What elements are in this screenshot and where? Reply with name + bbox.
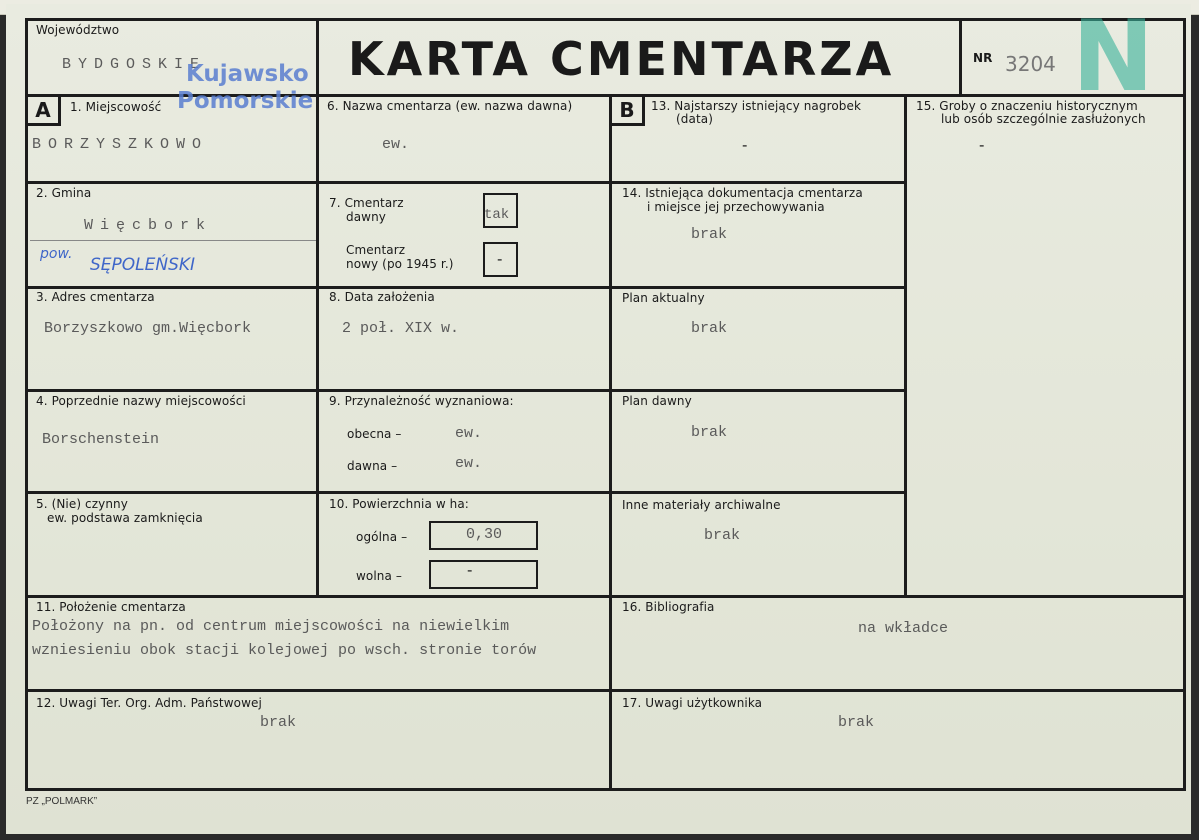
field-6-label: 6. Nazwa cmentarza (ew. nazwa dawna) [327, 99, 573, 113]
divider [25, 181, 612, 184]
field-2-hand-value: SĘPOLEŃSKI [90, 255, 196, 275]
field-15-label-2: lub osób szczególnie zasłużonych [941, 112, 1146, 126]
field-2-hand-prefix: pow. [40, 246, 73, 262]
field-17-label: 17. Uwagi użytkownika [622, 696, 763, 710]
field-12-label: 12. Uwagi Ter. Org. Adm. Państwowej [36, 696, 262, 710]
wojewodztwo-value: BYDGOSKIE [62, 56, 207, 73]
divider [25, 389, 612, 392]
divider [30, 240, 316, 241]
field-10-label: 10. Powierzchnia w ha: [329, 497, 469, 511]
stamp-pomorskie: Pomorskie [177, 88, 314, 114]
field-4-value[interactable]: Borschenstein [42, 431, 160, 448]
stamp-kujawsko: Kujawsko [186, 61, 309, 87]
divider [25, 689, 1186, 692]
field-13-label-2: (data) [676, 112, 713, 126]
field-16-value[interactable]: na wkładce [858, 620, 949, 637]
marker-letter: N [1072, 0, 1155, 114]
plan-aktualny-label: Plan aktualny [622, 291, 705, 305]
section-a-box: A [25, 94, 61, 126]
field-8-label: 8. Data założenia [329, 290, 435, 304]
divider [25, 491, 612, 494]
field-16-label: 16. Bibliografia [622, 600, 715, 614]
field-11-label: 11. Położenie cmentarza [36, 600, 186, 614]
field-2-label: 2. Gmina [36, 186, 92, 200]
field-3-label: 3. Adres cmentarza [36, 290, 155, 304]
field-3-value[interactable]: Borzyszkowo gm.Więcbork [44, 320, 252, 337]
field-9-obecna-value[interactable]: ew. [455, 425, 483, 442]
field-7-nowy-value: - [497, 250, 503, 268]
field-10-wolna-value: - [467, 561, 473, 579]
field-4-label: 4. Poprzednie nazwy miejscowości [36, 394, 246, 408]
divider [609, 94, 612, 789]
field-1-label: 1. Miejscowość [70, 100, 162, 114]
field-9-label: 9. Przynależność wyznaniowa: [329, 394, 514, 408]
field-6-value[interactable]: ew. [382, 136, 410, 153]
divider [25, 286, 612, 289]
field-7-dawny-value: tak [484, 207, 510, 223]
inne-materialy-value[interactable]: brak [704, 527, 741, 544]
field-2-value[interactable]: Więcbork [84, 217, 213, 234]
field-13-value[interactable]: - [742, 136, 748, 154]
field-14-label-2: i miejsce jej przechowywania [647, 200, 825, 214]
field-9-dawna-value[interactable]: ew. [455, 455, 483, 472]
page-title: KARTA CMENTARZA [348, 32, 895, 86]
field-17-value[interactable]: brak [838, 714, 875, 731]
field-15-label-1: 15. Groby o znaczeniu historycznym [916, 99, 1138, 113]
plan-aktualny-value[interactable]: brak [691, 320, 728, 337]
printer-imprint: PZ „POLMARK” [26, 796, 98, 807]
divider [609, 389, 907, 392]
field-7-label-dawny-2: dawny [346, 210, 386, 224]
field-5-label-1: 5. (Nie) czynny [36, 497, 128, 511]
inne-materialy-label: Inne materiały archiwalne [622, 498, 781, 512]
field-10-ogolna-value: 0,30 [466, 526, 503, 543]
field-12-value[interactable]: brak [260, 714, 297, 731]
nr-label: NR [973, 51, 993, 65]
field-14-label-1: 14. Istniejąca dokumentacja cmentarza [622, 186, 863, 200]
divider [316, 18, 319, 596]
nr-value: 3204 [1005, 52, 1056, 76]
field-13-label-1: 13. Najstarszy istniejący nagrobek [651, 99, 862, 113]
field-5-label-2: ew. podstawa zamknięcia [47, 511, 203, 525]
plan-dawny-label: Plan dawny [622, 394, 692, 408]
field-7-label-nowy-2: nowy (po 1945 r.) [346, 257, 454, 271]
divider [959, 18, 962, 95]
divider [609, 286, 907, 289]
section-b-box: B [609, 94, 645, 126]
divider [25, 595, 1186, 598]
field-15-value[interactable]: - [979, 136, 985, 154]
divider [609, 181, 907, 184]
field-8-value[interactable]: 2 poł. XIX w. [342, 320, 460, 337]
field-7-label-dawny-1: 7. Cmentarz [329, 196, 404, 210]
divider [904, 94, 907, 596]
field-10-ogolna-label: ogólna – [356, 530, 408, 544]
field-11-line-1[interactable]: Położony na pn. od centrum miejscowości na niewielkim [32, 618, 510, 635]
field-10-wolna-box[interactable] [429, 560, 538, 589]
field-9-obecna-label: obecna – [347, 427, 402, 441]
plan-dawny-value[interactable]: brak [691, 424, 728, 441]
field-11-line-2[interactable]: wzniesieniu obok stacji kolejowej po wsch. stronie torów [32, 642, 537, 659]
field-14-value[interactable]: brak [691, 226, 728, 243]
field-10-wolna-label: wolna – [356, 569, 402, 583]
field-1-value[interactable]: BORZYSZKOWO [32, 136, 209, 153]
divider [609, 491, 907, 494]
wojewodztwo-label: Województwo [36, 23, 120, 37]
field-7-label-nowy-1: Cmentarz [346, 243, 406, 257]
field-9-dawna-label: dawna – [347, 459, 398, 473]
